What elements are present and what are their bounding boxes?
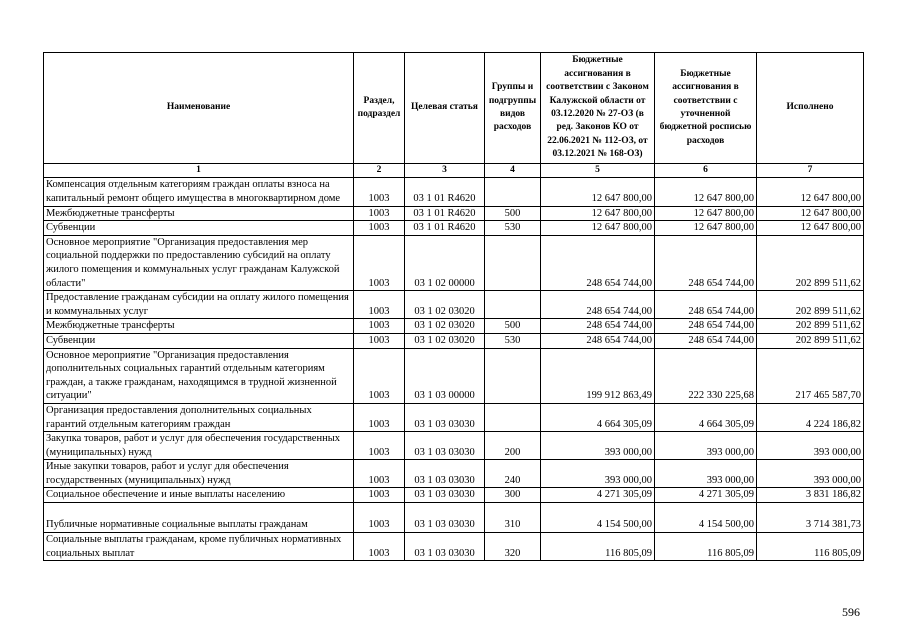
row-law-amount: 248 654 744,00: [541, 235, 655, 290]
row-refined-amount: 4 664 305,09: [655, 403, 757, 431]
row-refined-amount: 393 000,00: [655, 460, 757, 488]
row-law-amount: 4 664 305,09: [541, 403, 655, 431]
row-article: 03 1 03 03030: [405, 432, 485, 460]
header-name: Наименование: [44, 53, 354, 164]
row-section: 1003: [354, 403, 405, 431]
row-name: Межбюджетные трансферты: [44, 319, 354, 334]
row-name: Социальное обеспечение и иные выплаты населению: [44, 488, 354, 503]
row-refined-amount: 116 805,09: [655, 533, 757, 561]
row-name: Межбюджетные трансферты: [44, 206, 354, 221]
row-executed-amount: 393 000,00: [757, 460, 864, 488]
row-executed-amount: 12 647 800,00: [757, 221, 864, 236]
row-section: 1003: [354, 235, 405, 290]
column-number: 4: [485, 164, 541, 178]
column-number: 7: [757, 164, 864, 178]
table-row: [44, 333, 864, 348]
row-section: 1003: [354, 178, 405, 206]
row-name: Иные закупки товаров, работ и услуг для обеспечения государственных (муниципальных) нужд: [44, 460, 354, 488]
row-law-amount: 12 647 800,00: [541, 221, 655, 236]
row-executed-amount: 12 647 800,00: [757, 178, 864, 206]
row-law-amount: 12 647 800,00: [541, 178, 655, 206]
header-law-allocations: Бюджетные ассигнования в соответствии с Законом Калужской области от 03.12.2020 № 27-ОЗ (в ред. Законов КО от 22.06.2021 № 112-ОЗ, от 03.12.2021 № 168-ОЗ): [541, 53, 655, 164]
row-law-amount: 393 000,00: [541, 432, 655, 460]
table-row: [44, 178, 864, 206]
row-executed-amount: 4 224 186,82: [757, 403, 864, 431]
row-article: 03 1 01 R4620: [405, 206, 485, 221]
row-section: 1003: [354, 221, 405, 236]
table-row: [44, 403, 864, 431]
row-article: 03 1 03 03030: [405, 460, 485, 488]
row-section: 1003: [354, 291, 405, 319]
row-article: 03 1 03 00000: [405, 348, 485, 403]
row-section: 1003: [354, 460, 405, 488]
row-section: 1003: [354, 432, 405, 460]
row-law-amount: 4 154 500,00: [541, 503, 655, 533]
row-group: 200: [485, 432, 541, 460]
row-name: Основное мероприятие "Организация предоставления дополнительных социальных гарантий отдельным категориям граждан, а также гражданам, находящимся в трудной жизненной ситуации": [44, 348, 354, 403]
row-group: [485, 235, 541, 290]
header-groups: Группы и подгруппы видов расходов: [485, 53, 541, 164]
row-name: Закупка товаров, работ и услуг для обеспечения государственных (муниципальных) нужд: [44, 432, 354, 460]
row-article: 03 1 02 03020: [405, 333, 485, 348]
column-number: 3: [405, 164, 485, 178]
table-row: [44, 533, 864, 561]
column-number: 5: [541, 164, 655, 178]
row-group: 500: [485, 206, 541, 221]
row-executed-amount: 202 899 511,62: [757, 291, 864, 319]
table-row: [44, 488, 864, 503]
row-refined-amount: 12 647 800,00: [655, 221, 757, 236]
column-number: 1: [44, 164, 354, 178]
row-refined-amount: 4 271 305,09: [655, 488, 757, 503]
budget-table: [43, 52, 864, 561]
row-group: 530: [485, 221, 541, 236]
row-name: Организация предоставления дополнительных социальных гарантий отдельным категориям граждан: [44, 403, 354, 431]
row-name: Социальные выплаты гражданам, кроме публичных нормативных социальных выплат: [44, 533, 354, 561]
row-article: 03 1 03 03030: [405, 503, 485, 533]
table-row: [44, 206, 864, 221]
table-row: [44, 432, 864, 460]
column-number-row: [44, 164, 864, 178]
column-number: 2: [354, 164, 405, 178]
row-law-amount: 12 647 800,00: [541, 206, 655, 221]
row-group: 530: [485, 333, 541, 348]
row-name: Субвенции: [44, 221, 354, 236]
row-group: 300: [485, 488, 541, 503]
row-article: 03 1 03 03030: [405, 403, 485, 431]
row-article: 03 1 03 03030: [405, 488, 485, 503]
row-group: 500: [485, 319, 541, 334]
row-name: Компенсация отдельным категориям граждан оплаты взноса на капитальный ремонт общего имущества в многоквартирном доме: [44, 178, 354, 206]
row-refined-amount: 248 654 744,00: [655, 319, 757, 334]
row-section: 1003: [354, 488, 405, 503]
row-law-amount: 393 000,00: [541, 460, 655, 488]
row-article: 03 1 03 03030: [405, 533, 485, 561]
row-refined-amount: 12 647 800,00: [655, 206, 757, 221]
row-executed-amount: 202 899 511,62: [757, 235, 864, 290]
row-executed-amount: 116 805,09: [757, 533, 864, 561]
table-row: [44, 503, 864, 533]
row-name: Основное мероприятие "Организация предоставления мер социальной поддержки по предоставлению субсидий на оплату жилого помещения и коммунальных услуг гражданам Калужской области": [44, 235, 354, 290]
row-section: 1003: [354, 333, 405, 348]
row-name: Предоставление гражданам субсидии на оплату жилого помещения и коммунальных услуг: [44, 291, 354, 319]
row-law-amount: 116 805,09: [541, 533, 655, 561]
row-article: 03 1 02 03020: [405, 319, 485, 334]
table-row: [44, 221, 864, 236]
row-group: [485, 291, 541, 319]
row-refined-amount: 393 000,00: [655, 432, 757, 460]
column-number: 6: [655, 164, 757, 178]
row-article: 03 1 01 R4620: [405, 178, 485, 206]
row-law-amount: 199 912 863,49: [541, 348, 655, 403]
row-refined-amount: 248 654 744,00: [655, 235, 757, 290]
row-law-amount: 4 271 305,09: [541, 488, 655, 503]
row-section: 1003: [354, 533, 405, 561]
row-law-amount: 248 654 744,00: [541, 333, 655, 348]
row-group: 240: [485, 460, 541, 488]
header-executed: Исполнено: [757, 53, 864, 164]
row-executed-amount: 12 647 800,00: [757, 206, 864, 221]
row-executed-amount: 202 899 511,62: [757, 319, 864, 334]
row-refined-amount: 222 330 225,68: [655, 348, 757, 403]
header-section: Раздел, подраздел: [354, 53, 405, 164]
table-row: [44, 348, 864, 403]
row-executed-amount: 217 465 587,70: [757, 348, 864, 403]
row-section: 1003: [354, 206, 405, 221]
row-refined-amount: 12 647 800,00: [655, 178, 757, 206]
row-group: 320: [485, 533, 541, 561]
row-group: [485, 178, 541, 206]
row-executed-amount: 202 899 511,62: [757, 333, 864, 348]
row-refined-amount: 248 654 744,00: [655, 333, 757, 348]
table-row: [44, 291, 864, 319]
table-row: [44, 319, 864, 334]
row-law-amount: 248 654 744,00: [541, 291, 655, 319]
row-law-amount: 248 654 744,00: [541, 319, 655, 334]
row-section: 1003: [354, 503, 405, 533]
row-name: Публичные нормативные социальные выплаты гражданам: [44, 503, 354, 533]
table-row: [44, 235, 864, 290]
row-refined-amount: 4 154 500,00: [655, 503, 757, 533]
row-article: 03 1 01 R4620: [405, 221, 485, 236]
header-article: Целевая статья: [405, 53, 485, 164]
row-article: 03 1 02 03020: [405, 291, 485, 319]
row-group: 310: [485, 503, 541, 533]
row-section: 1003: [354, 319, 405, 334]
row-name: Субвенции: [44, 333, 354, 348]
row-executed-amount: 3 831 186,82: [757, 488, 864, 503]
row-group: [485, 348, 541, 403]
row-executed-amount: 393 000,00: [757, 432, 864, 460]
row-group: [485, 403, 541, 431]
row-section: 1003: [354, 348, 405, 403]
header-row: [44, 53, 864, 164]
header-refined-allocations: Бюджетные ассигнования в соответствии с уточненной бюджетной росписью расходов: [655, 53, 757, 164]
row-executed-amount: 3 714 381,73: [757, 503, 864, 533]
row-article: 03 1 02 00000: [405, 235, 485, 290]
row-refined-amount: 248 654 744,00: [655, 291, 757, 319]
table-row: [44, 460, 864, 488]
page-number: 596: [842, 605, 860, 619]
